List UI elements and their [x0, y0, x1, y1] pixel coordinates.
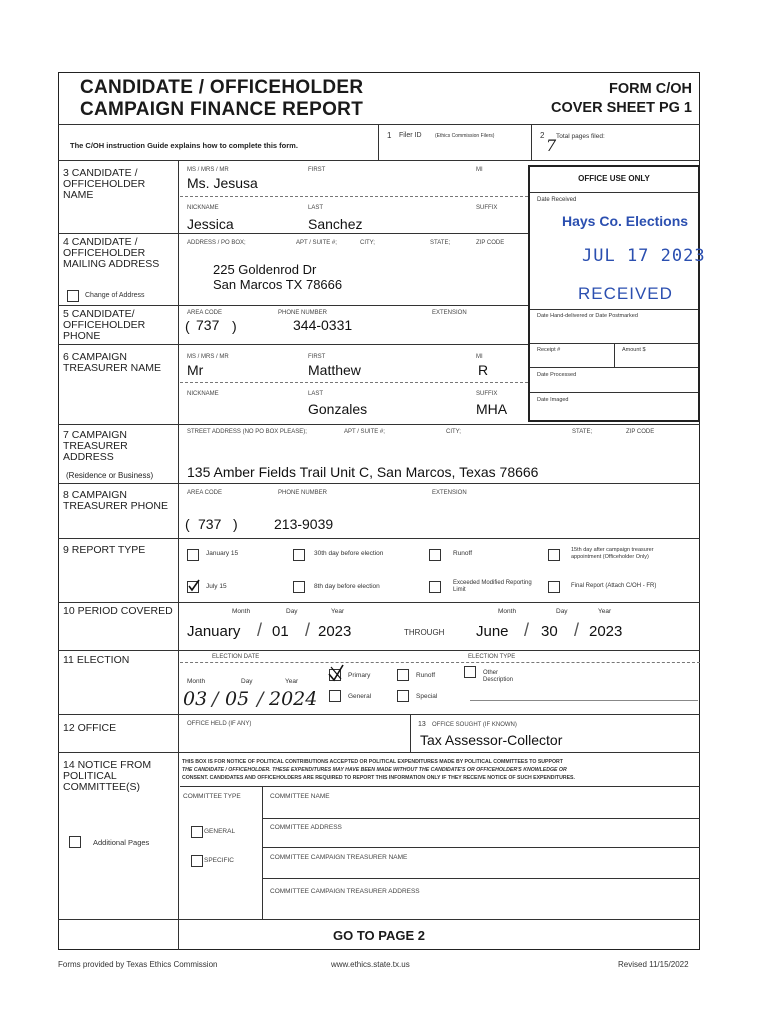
label-january-15: January 15 [206, 550, 239, 557]
checkbox-exceeded-limit[interactable] [429, 581, 441, 593]
treasurer-middle-initial[interactable]: R [478, 362, 489, 378]
label-title: MS / MRS / MR [187, 354, 229, 360]
section-4-label: 4 CANDIDATE / OFFICEHOLDER MAILING ADDRESS [63, 236, 160, 270]
label-day: Day [556, 608, 568, 615]
checkbox-primary[interactable] [329, 669, 341, 681]
checkbox-general[interactable] [329, 690, 341, 702]
label-15th-day: 15th day after campaign treasurer appointment (Officeholder Only) [571, 547, 654, 560]
check-mark-icon [187, 579, 201, 593]
amount-label: Amount $ [622, 347, 646, 353]
label-city: CITY; [446, 429, 461, 435]
label-extension: EXTENSION [432, 310, 467, 316]
form-subtitle: COVER SHEET PG 1 [550, 100, 692, 116]
label-committee-general: GENERAL [204, 828, 236, 835]
notice-text [182, 758, 575, 782]
label-runoff-report: Runoff [453, 550, 473, 557]
candidate-first-name[interactable]: Ms. Jesusa [187, 175, 258, 191]
receipt-label: Receipt # [537, 347, 561, 353]
label-zip: ZIP CODE [626, 429, 655, 435]
treasurer-title[interactable]: Mr [187, 362, 204, 378]
label-final-report: Final Report (Attach C/OH - FR) [571, 583, 657, 589]
footer-website[interactable]: www.ethics.state.tx.us [331, 960, 410, 969]
treasurer-phone-number[interactable]: 213-9039 [274, 516, 334, 532]
label-area-code: AREA CODE [187, 310, 223, 316]
label-additional-pages: Additional Pages [93, 838, 150, 847]
checkbox-other[interactable] [464, 666, 476, 678]
label-month: Month [187, 678, 206, 685]
footer-revised: Revised 11/15/2022 [618, 960, 689, 969]
change-of-address-label: Change of Address [85, 292, 145, 299]
label-nickname: NICKNAME [187, 391, 219, 397]
filer-id-field[interactable] [392, 144, 522, 156]
election-day[interactable]: 05 [225, 688, 250, 710]
label-phone: PHONE NUMBER [278, 310, 328, 316]
label-extension: EXTENSION [432, 490, 467, 496]
hand-delivered-label: Date Hand-delivered or Date Postmarked [537, 313, 638, 319]
label-street: STREET ADDRESS (NO PO BOX PLEASE); [187, 429, 307, 435]
section-5-label: 5 CANDIDATE/ OFFICEHOLDER PHONE [63, 308, 146, 342]
section-6-label: 6 CAMPAIGN TREASURER NAME [63, 351, 162, 374]
section-10-label: 10 PERIOD COVERED [63, 605, 173, 617]
section-13-number: 13 [418, 721, 426, 728]
label-committee-treasurer: COMMITTEE CAMPAIGN TREASURER NAME [270, 854, 408, 861]
label-state: STATE; [572, 429, 593, 435]
section-9-label: 9 REPORT TYPE [63, 544, 146, 556]
instructions-text: The C/OH instruction Guide explains how to complete this form. [70, 141, 298, 150]
mailing-address-line1[interactable]: 225 Goldenrod Dr [213, 262, 317, 277]
label-year: Year [598, 608, 612, 615]
label-month: Month [232, 608, 251, 615]
section-11-label: 11 ELECTION [63, 654, 130, 666]
treasurer-last-name[interactable]: Gonzales [308, 401, 368, 417]
filer-id-sub: (Ethics Commission Filers) [435, 133, 495, 139]
label-election-date: ELECTION DATE [212, 654, 260, 660]
label-apt: APT / SUITE #; [344, 429, 385, 435]
processed-label: Date Processed [537, 372, 577, 378]
candidate-last-name[interactable]: Sanchez [308, 216, 363, 232]
label-committee-name: COMMITTEE NAME [270, 793, 330, 800]
label-zip: ZIP CODE [476, 240, 505, 246]
stamp-office: Hays Co. Elections [562, 213, 689, 229]
checkbox-8th-day[interactable] [293, 581, 305, 593]
treasurer-first-name[interactable]: Matthew [308, 362, 361, 378]
notice-line-3: CONSENT. CANDIDATES AND OFFICEHOLDERS ARE REQUIRED TO REPORT THIS INFORMATION ONLY IF THEY RECEIVE NOTICE OF SUCH EXPENDITURES. [182, 775, 575, 781]
checkbox-january-15[interactable] [187, 549, 199, 561]
form-title-line1: CANDIDATE / OFFICEHOLDER [80, 77, 364, 98]
period-from-year[interactable]: 2023 [318, 623, 352, 640]
label-apt: APT / SUITE #; [296, 240, 337, 246]
label-city: CITY; [360, 240, 375, 246]
candidate-phone-number[interactable]: 344-0331 [293, 317, 353, 333]
label-nickname: NICKNAME [187, 205, 219, 211]
checkbox-committee-general[interactable] [191, 826, 203, 838]
label-runoff: Runoff [416, 672, 436, 679]
label-primary: Primary [348, 672, 371, 679]
mailing-address-line2[interactable]: San Marcos TX 78666 [213, 277, 343, 292]
label-committee-treasurer-address: COMMITTEE CAMPAIGN TREASURER ADDRESS [270, 888, 420, 895]
label-address: ADDRESS / PO BOX; [187, 240, 246, 246]
label-mi: MI [476, 167, 483, 173]
election-year[interactable]: 2024 [269, 688, 318, 710]
label-area-code: AREA CODE [187, 490, 223, 496]
total-pages-label: Total pages filed: [556, 133, 605, 140]
checkbox-additional-pages[interactable] [69, 836, 81, 848]
checkbox-july-15[interactable] [187, 581, 199, 593]
treasurer-suffix[interactable]: MHA [476, 401, 508, 417]
imaged-label: Date Imaged [537, 397, 569, 403]
label-mi: MI [476, 354, 483, 360]
label-july-15: July 15 [206, 583, 227, 590]
filer-id-label: Filer ID [399, 132, 422, 139]
total-pages-value[interactable]: 7 [546, 136, 557, 155]
treasurer-address[interactable]: 135 Amber Fields Trail Unit C, San Marcos, Texas 78666 [187, 464, 539, 480]
section-7-label: 7 CAMPAIGN TREASURER ADDRESS [63, 429, 128, 463]
label-month: Month [498, 608, 517, 615]
footer-provided-by: Forms provided by Texas Ethics Commission [58, 960, 218, 969]
label-committee-type: COMMITTEE TYPE [183, 793, 241, 800]
period-to-day[interactable]: 30 [541, 623, 558, 640]
filer-id-number: 1 [387, 131, 392, 140]
section-3-label: 3 CANDIDATE / OFFICEHOLDER NAME [63, 167, 146, 201]
label-day: Day [241, 678, 253, 685]
form-title-line2: CAMPAIGN FINANCE REPORT [80, 99, 364, 120]
stamp-received: RECEIVED [578, 284, 673, 303]
label-office-sought: OFFICE SOUGHT (IF KNOWN) [432, 722, 517, 728]
label-last: LAST [308, 205, 324, 211]
office-sought-value[interactable]: Tax Assessor-Collector [420, 732, 563, 748]
candidate-area-code[interactable]: 737 [196, 317, 220, 333]
checkbox-final-report[interactable] [548, 581, 560, 593]
checkbox-15th-day[interactable] [548, 549, 560, 561]
stamp-date: JUL 17 2023 [582, 246, 706, 266]
label-suffix: SUFFIX [476, 205, 498, 211]
checkbox-runoff-report[interactable] [429, 549, 441, 561]
checkbox-runoff[interactable] [397, 669, 409, 681]
total-pages-number: 2 [540, 131, 545, 140]
label-day: Day [286, 608, 298, 615]
election-month[interactable]: 03 [183, 688, 208, 710]
label-exceeded-limit: Exceeded Modified Reporting Limit [453, 580, 532, 593]
section-12-label: 12 OFFICE [63, 722, 117, 734]
section-8-label: 8 CAMPAIGN TREASURER PHONE [63, 489, 169, 512]
label-committee-specific: SPECIFIC [204, 857, 234, 864]
label-year: Year [285, 678, 299, 685]
change-of-address-checkbox[interactable] [67, 290, 79, 302]
period-from-day[interactable]: 01 [272, 623, 289, 640]
label-first: FIRST [308, 167, 326, 173]
label-other: Other Description [483, 670, 514, 683]
go-to-page-2: GO TO PAGE 2 [333, 928, 425, 943]
date-received-label: Date Received [537, 197, 577, 203]
label-state: STATE; [430, 240, 451, 246]
label-last: LAST [308, 391, 324, 397]
period-from-month[interactable]: January [187, 623, 241, 640]
through-label: THROUGH [404, 628, 445, 637]
label-8th-day: 8th day before election [314, 583, 380, 590]
label-special: Special [416, 693, 438, 700]
label-general: General [348, 693, 372, 700]
label-office-held: OFFICE HELD (IF ANY) [187, 721, 252, 727]
label-phone: PHONE NUMBER [278, 490, 328, 496]
label-30th-day: 30th day before election [314, 550, 384, 557]
label-title: MS / MRS / MR [187, 167, 229, 173]
notice-line-2: THE CANDIDATE / OFFICEHOLDER. THESE EXPENDITURES MAY HAVE BEEN MADE WITHOUT THE CANDIDATE'S OR OFFICEHOLDER'S KNOWLEDGE OR [182, 767, 567, 773]
label-year: Year [331, 608, 345, 615]
office-use-title: OFFICE USE ONLY [578, 174, 650, 183]
notice-line-1: THIS BOX IS FOR NOTICE OF POLITICAL CONTRIBUTIONS ACCEPTED OR POLITICAL EXPENDITURES MADE BY POLITICAL COMMITTEES TO SUPPORT [182, 759, 563, 765]
candidate-nickname[interactable]: Jessica [187, 216, 234, 232]
checkbox-committee-specific[interactable] [191, 855, 203, 867]
label-election-type: ELECTION TYPE [468, 654, 516, 660]
checkbox-special[interactable] [397, 690, 409, 702]
label-suffix: SUFFIX [476, 391, 498, 397]
checkbox-30th-day[interactable] [293, 549, 305, 561]
treasurer-area-code[interactable]: 737 [198, 516, 222, 532]
section-14-label: 14 NOTICE FROM POLITICAL COMMITTEE(S) [63, 759, 152, 793]
period-to-year[interactable]: 2023 [589, 623, 623, 640]
label-first: FIRST [308, 354, 326, 360]
section-7-sub: (Residence or Business) [66, 471, 154, 480]
label-committee-address: COMMITTEE ADDRESS [270, 824, 342, 831]
form-id: FORM C/OH [609, 81, 692, 97]
period-to-month[interactable]: June [476, 623, 509, 640]
check-mark-icon [328, 664, 344, 682]
